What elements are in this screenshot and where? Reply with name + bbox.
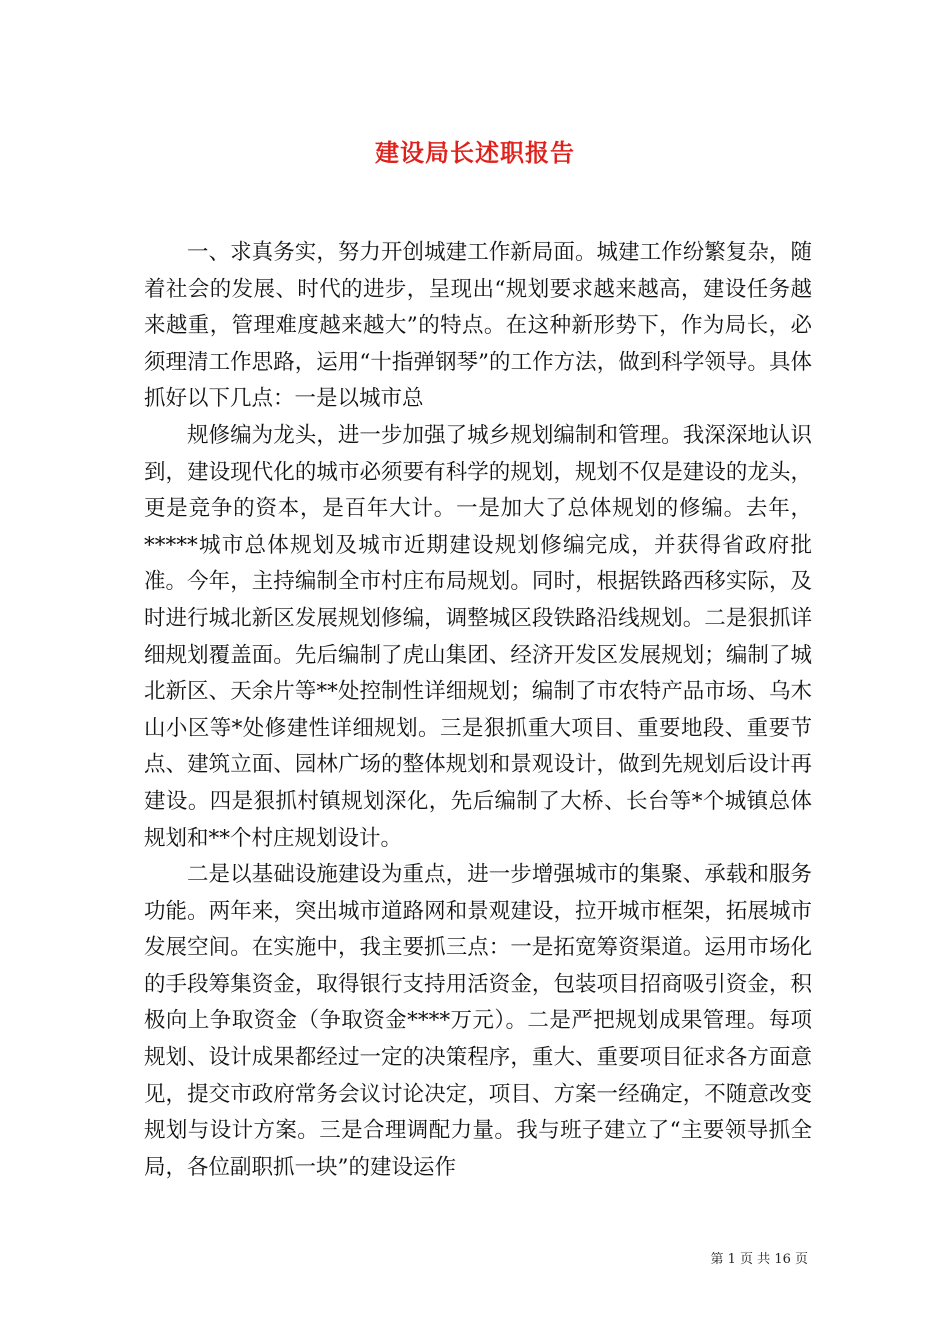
paragraph-1: 一、求真务实，努力开创城建工作新局面。城建工作纷繁复杂，随着社会的发展、时代的进步，呈现出“规划要求越来越高，建设任务越来越重，管理难度越来越大”的特点。在这种新形势下，作为局长，必须理清工作思路，运用“十指弹钢琴”的工作方法，做到科学领导。具体抓好以下几点：一是以城市总 — [144, 240, 812, 412]
paragraph-3: 二是以基础设施建设为重点，进一步增强城市的集聚、承载和服务功能。两年来，突出城市道路网和景观建设，拉开城市框架，拓展城市发展空间。在实施中，我主要抓三点：一是拓宽筹资渠道。运用市场化的手段筹集资金，取得银行支持用活资金，包装项目招商吸引资金，积极向上争取资金（争取资金****万元）。二是严把规划成果管理。每项规划、设计成果都经过一定的决策程序，重大、重要项目征求各方面意见，提交市政府常务会议讨论决定，项目、方案一经确定，不随意改变规划与设计方案。三是合理调配力量。我与班子建立了“主要领导抓全局，各位副职抓一块”的建设运作 — [144, 862, 812, 1180]
document-body — [144, 235, 812, 1186]
paragraph-2: 规修编为龙头，进一步加强了城乡规划编制和管理。我深深地认识到，建设现代化的城市必须要有科学的规划，规划不仅是建设的龙头，更是竞争的资本，是百年大计。一是加大了总体规划的修编。去年，*****城市总体规划及城市近期建设规划修编完成，并获得省政府批准。今年，主持编制全市村庄布局规划。同时，根据铁路西移实际，及时进行城北新区发展规划修编，调整城区段铁路沿线规划。二是狠抓详细规划覆盖面。先后编制了虎山集团、经济开发区发展规划；编制了城北新区、天余片等**处控制性详细规划；编制了市农特产品市场、乌木山小区等*处修建性详细规划。三是狠抓重大项目、重要地段、重要节点、建筑立面、园林广场的整体规划和景观设计，做到先规划后设计再建设。四是狠抓村镇规划深化，先后编制了大桥、长台等*个城镇总体规划和**个村庄规划设计。 — [144, 422, 812, 851]
page-number-footer: 第 1 页 共 16 页 — [710, 1252, 808, 1267]
document-title: 建设局长述职报告 — [375, 138, 575, 167]
